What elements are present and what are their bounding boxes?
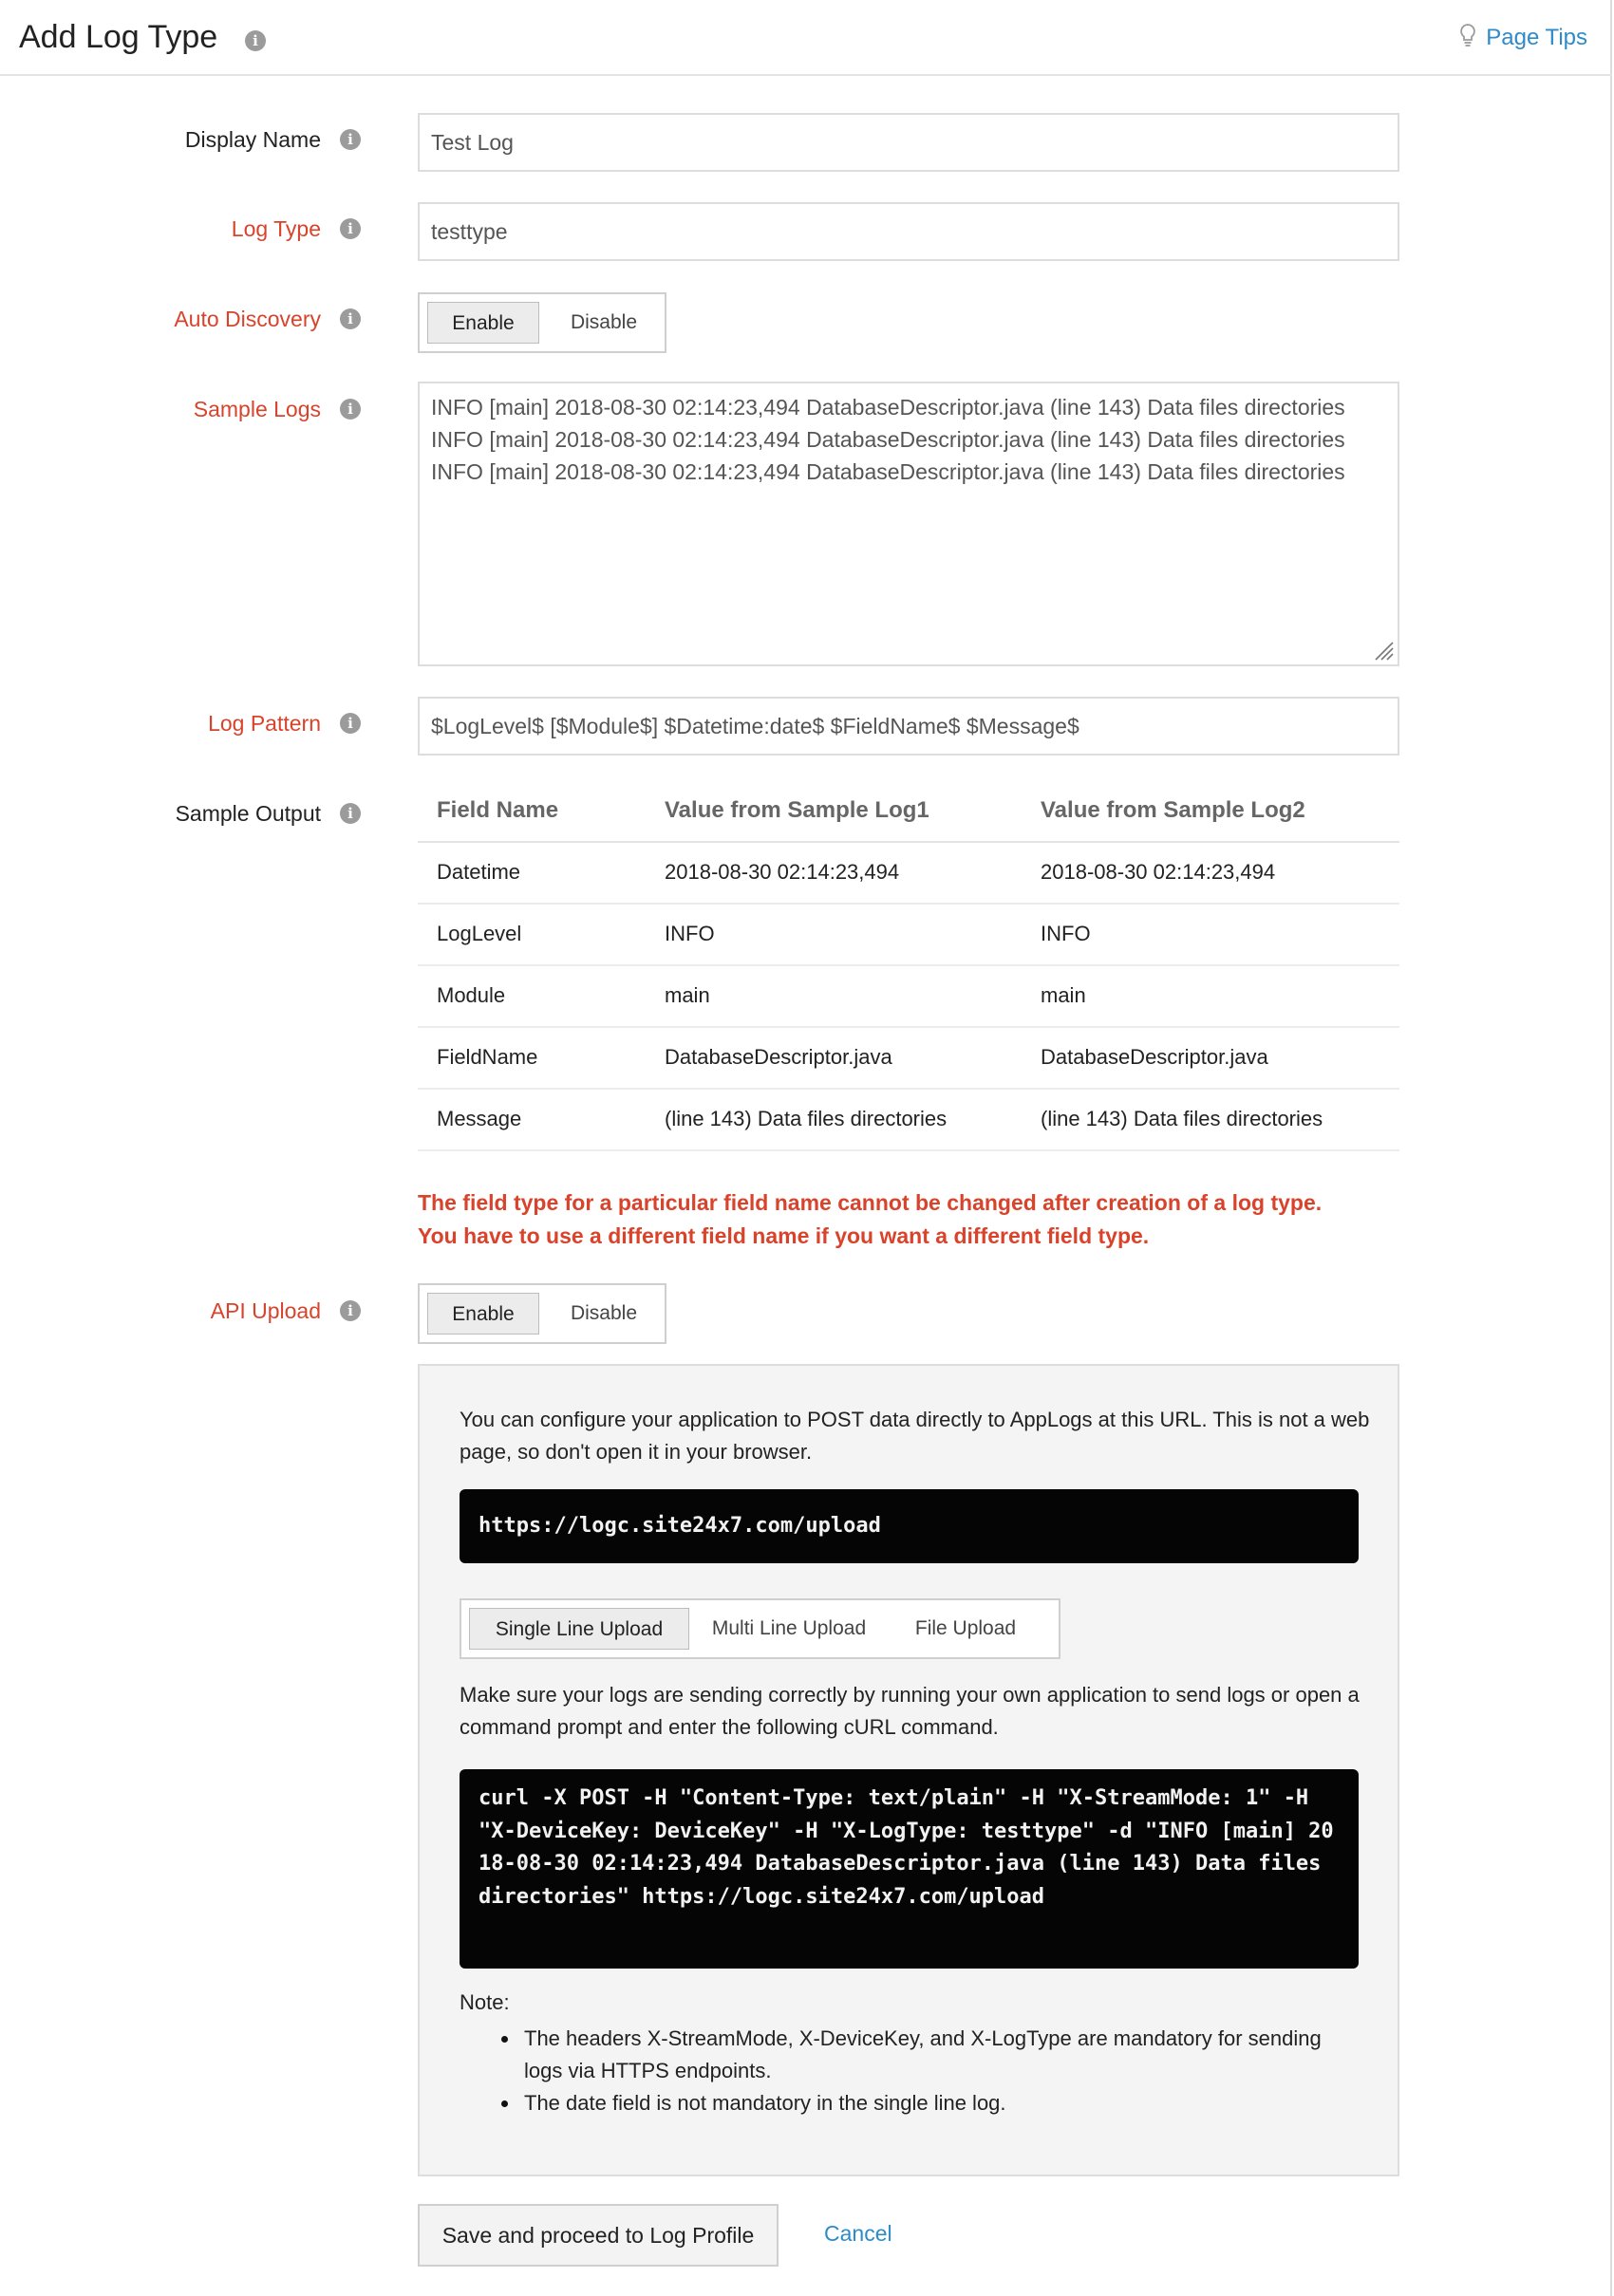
table-cell: 2018-08-30 02:14:23,494 — [665, 860, 900, 884]
sample-logs-textarea[interactable] — [418, 382, 1399, 666]
log-pattern-label-row — [0, 711, 361, 743]
page-header — [0, 0, 1612, 76]
table-cell: main — [1041, 983, 1086, 1007]
list-item — [501, 2023, 1356, 2087]
resize-grip-icon[interactable] — [1373, 640, 1394, 661]
auto-discovery-toggle — [418, 292, 666, 353]
sample-output-table — [418, 778, 1399, 1151]
log-type-label: Log Type — [231, 216, 321, 241]
display-name-label: Display Name — [184, 127, 321, 152]
lightbulb-icon — [1459, 23, 1476, 54]
api-upload-panel — [418, 1364, 1399, 2176]
column-header: Value from Sample Log1 — [665, 797, 929, 823]
info-icon[interactable]: i — [340, 399, 361, 420]
info-icon[interactable]: i — [340, 218, 361, 239]
notes-list — [501, 2023, 1356, 2119]
page-tips-label[interactable]: Page Tips — [1486, 24, 1587, 50]
table-row — [418, 1090, 1399, 1151]
sample-log-line: INFO [main] 2018-08-30 02:14:23,494 DatabaseDescriptor.java (line 143) Data files directories — [431, 395, 1345, 420]
table-row — [418, 966, 1399, 1028]
api-upload-toggle — [418, 1283, 666, 1344]
sample-logs-label: Sample Logs — [193, 397, 321, 421]
table-cell: 2018-08-30 02:14:23,494 — [1041, 860, 1276, 884]
table-cell: Module — [437, 983, 506, 1007]
table-cell: Datetime — [437, 860, 521, 884]
table-cell: INFO — [1041, 922, 1091, 945]
sample-output-label-row — [0, 801, 361, 833]
table-row — [418, 905, 1399, 966]
info-icon[interactable]: i — [340, 803, 361, 824]
table-cell: LogLevel — [437, 922, 522, 945]
curl-command-box[interactable]: curl -X POST -H "Content-Type: text/plain" -H "X-StreamMode: 1" -H "X-DeviceKey: DeviceKey" -H "X-LogType: testtype" -d "INFO [main] 2018-08-30 02:14:23,494 DatabaseDescriptor.java (line 143) Data files directories" https://logc.site24x7.com/upload — [460, 1769, 1359, 1969]
upload-type-tabs — [460, 1598, 1060, 1659]
sample-output-label: Sample Output — [175, 801, 321, 826]
note-title: Note: — [460, 1990, 510, 2014]
info-icon[interactable]: i — [340, 129, 361, 150]
sample-logs-label-row — [0, 397, 361, 429]
tab-single-line-upload[interactable]: Single Line Upload — [469, 1608, 689, 1650]
curl-instructions: Make sure your logs are sending correctly by running your own application to send logs or open a command prompt and enter the following cURL command. — [460, 1683, 1360, 1739]
info-icon[interactable]: i — [340, 308, 361, 329]
auto-discovery-enable-button[interactable]: Enable — [427, 302, 539, 344]
cancel-link[interactable]: Cancel — [824, 2221, 892, 2246]
column-header: Field Name — [437, 797, 559, 823]
display-name-input[interactable]: Test Log — [418, 113, 1399, 172]
save-and-proceed-button[interactable]: Save and proceed to Log Profile — [418, 2204, 779, 2267]
sample-log-line: INFO [main] 2018-08-30 02:14:23,494 DatabaseDescriptor.java (line 143) Data files directories — [431, 459, 1345, 484]
api-upload-label: API Upload — [210, 1298, 321, 1323]
field-type-warning — [418, 1186, 1322, 1253]
table-cell: INFO — [665, 922, 715, 945]
table-cell: main — [665, 983, 710, 1007]
upload-url-box[interactable]: https://logc.site24x7.com/upload — [460, 1489, 1359, 1563]
table-row — [418, 843, 1399, 905]
warning-line: You have to use a different field name if you want a different field type. — [418, 1223, 1150, 1248]
page-title: Add Log Type — [19, 19, 218, 55]
table-header — [418, 778, 1399, 843]
auto-discovery-label-row — [0, 307, 361, 339]
tab-file-upload[interactable]: File Upload — [914, 1617, 1017, 1639]
log-type-label-row — [0, 216, 361, 249]
note-text: The headers X-StreamMode, X-DeviceKey, and X-LogType are mandatory for sending logs via HTTPS endpoints. — [524, 2026, 1322, 2082]
info-icon[interactable]: i — [340, 1300, 361, 1321]
log-pattern-input[interactable]: $LogLevel$ [$Module$] $Datetime:date$ $FieldName$ $Message$ — [418, 697, 1399, 756]
warning-line: The field type for a particular field name cannot be changed after creation of a log type. — [418, 1190, 1323, 1215]
page-tips-link[interactable] — [1459, 23, 1587, 54]
sample-log-line: INFO [main] 2018-08-30 02:14:23,494 DatabaseDescriptor.java (line 143) Data files directories — [431, 427, 1345, 452]
log-type-input[interactable]: testtype — [418, 202, 1399, 261]
table-cell: (line 143) Data files directories — [665, 1107, 948, 1130]
table-cell: FieldName — [437, 1045, 538, 1069]
auto-discovery-label: Auto Discovery — [174, 307, 321, 331]
info-icon[interactable]: i — [340, 713, 361, 734]
bullet-icon — [501, 2036, 508, 2043]
table-cell: DatabaseDescriptor.java — [665, 1045, 892, 1069]
table-cell: DatabaseDescriptor.java — [1041, 1045, 1268, 1069]
note-text: The date field is not mandatory in the single line log. — [524, 2091, 1006, 2115]
info-icon[interactable]: i — [245, 30, 266, 51]
api-upload-enable-button[interactable]: Enable — [427, 1293, 539, 1335]
list-item — [501, 2087, 1356, 2119]
table-cell: (line 143) Data files directories — [1041, 1107, 1323, 1130]
api-upload-label-row — [0, 1298, 361, 1331]
display-name-label-row — [0, 127, 361, 159]
column-header: Value from Sample Log2 — [1041, 797, 1305, 823]
auto-discovery-disable-button[interactable]: Disable — [570, 311, 638, 333]
log-pattern-label: Log Pattern — [208, 711, 321, 736]
bullet-icon — [501, 2100, 508, 2107]
api-upload-disable-button[interactable]: Disable — [570, 1302, 638, 1324]
table-cell: Message — [437, 1107, 522, 1130]
tab-multi-line-upload[interactable]: Multi Line Upload — [711, 1617, 867, 1639]
table-row — [418, 1028, 1399, 1090]
api-description: You can configure your application to POST data directly to AppLogs at this URL. This is not a web page, so don't open it in your browser. — [460, 1408, 1370, 1464]
